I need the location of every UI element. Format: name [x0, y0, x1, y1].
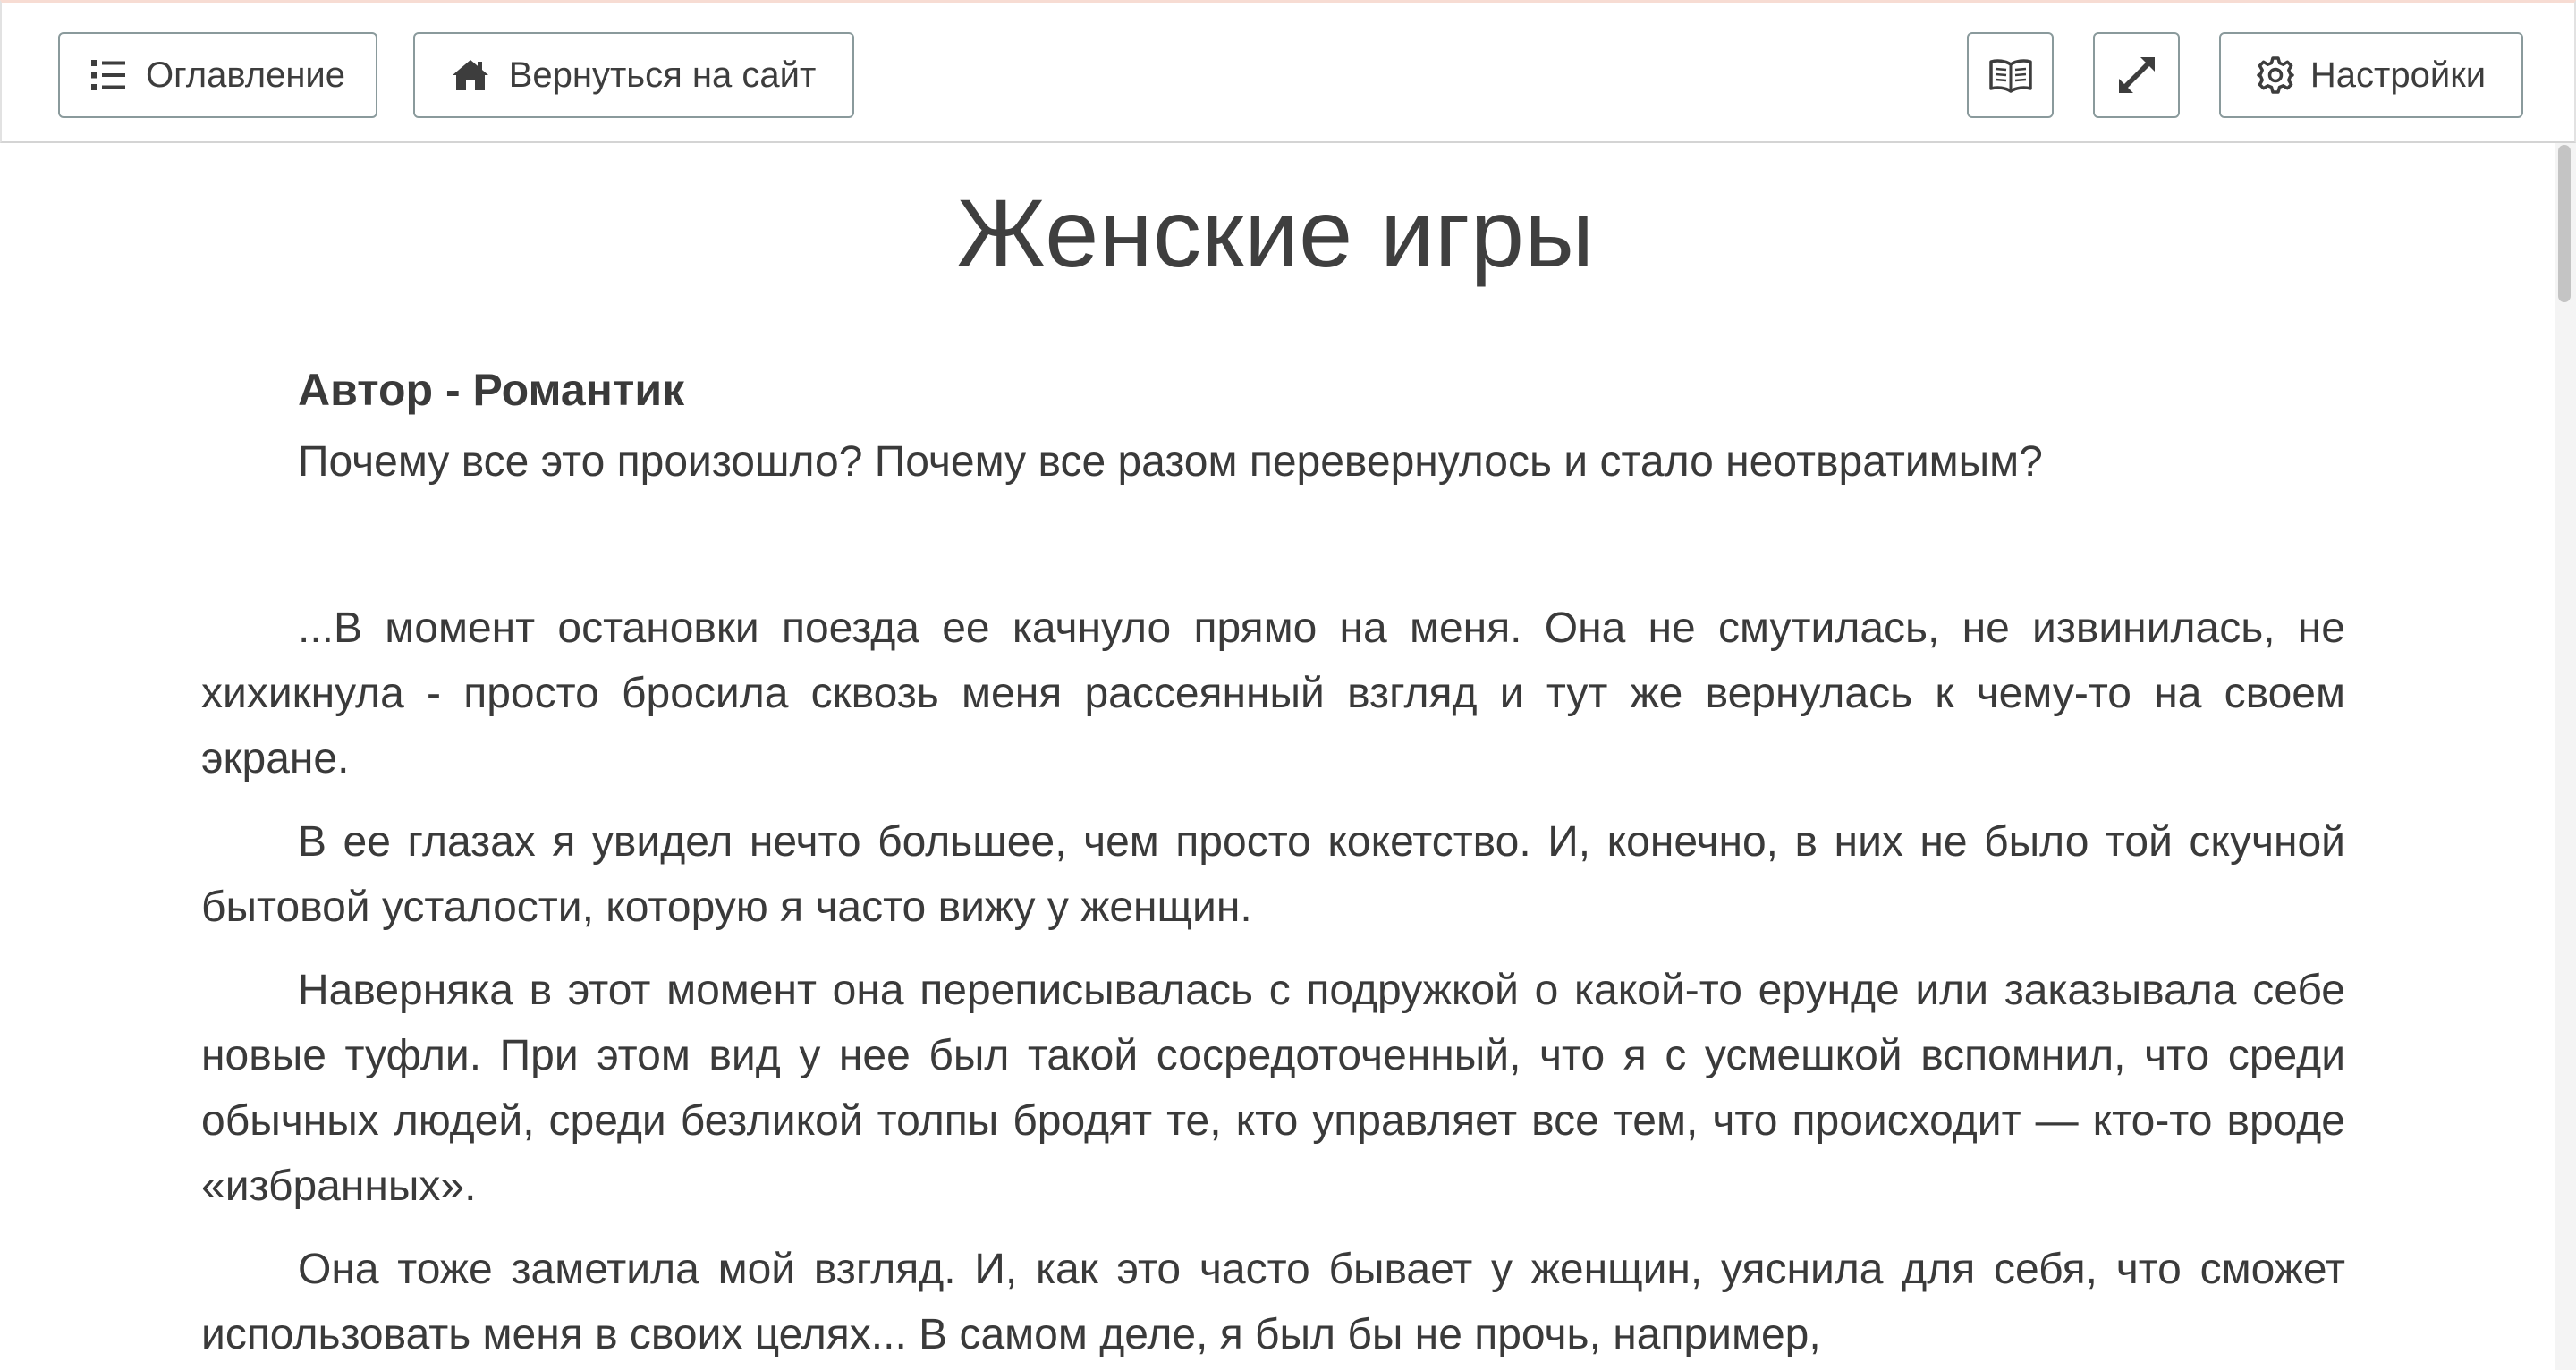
open-book-icon — [1988, 57, 2033, 93]
book-text — [201, 358, 2345, 1370]
table-of-contents-button[interactable] — [58, 32, 377, 118]
reader-toolbar — [0, 0, 2576, 143]
return-to-site-button[interactable] — [413, 32, 854, 118]
settings-label: Настройки — [2309, 55, 2487, 95]
reader-content — [0, 143, 2576, 1370]
list-icon — [90, 57, 126, 93]
vertical-scrollbar[interactable] — [2555, 143, 2576, 1370]
return-to-site-label: Вернуться на сайт — [508, 55, 817, 95]
paragraph: ...В момент остановки поезда ее качнуло прямо на меня. Она не смутилась, не извинилась, не хихикнула - просто бросила сквозь меня рассеянный взгляд и тут же вернулась к чему-то на своем экране. — [201, 605, 2345, 782]
expand-arrows-icon — [2117, 55, 2157, 95]
home-icon — [452, 58, 489, 92]
paragraph: Она тоже заметила мой взгляд. И, как это часто бывает у женщин, уяснила для себя, что сможет использовать меня в своих целях... В самом деле, я был бы не прочь, например, — [201, 1246, 2345, 1358]
paragraph: В ее глазах я увидел нечто большее, чем просто кокетство. И, конечно, в них не было той скучной бытовой усталости, которую я часто вижу у женщин. — [201, 818, 2345, 931]
scrollbar-thumb[interactable] — [2558, 145, 2571, 302]
paragraph-spacer — [201, 512, 2345, 596]
settings-button[interactable] — [2219, 32, 2523, 118]
book-title: Женские игры — [956, 179, 1595, 287]
book-author: Автор - Романтик — [298, 365, 685, 415]
table-of-contents-label: Оглавление — [145, 55, 345, 95]
reading-mode-button[interactable] — [1967, 32, 2054, 118]
gear-icon — [2257, 56, 2294, 94]
paragraph: Почему все это произошло? Почему все разом перевернулось и стало неотвратимым? — [298, 438, 2043, 486]
paragraph: Наверняка в этот момент она переписывалась с подружкой о какой-то ерунде или заказывала себе новые туфли. При этом вид у нее был такой сосредоточенный, что я с усмешкой вспомнил, что среди обычных людей, среди безликой толпы бродят те, кто управляет все тем, что происходит — кто-то вроде «избранных». — [201, 967, 2345, 1210]
fullscreen-button[interactable] — [2093, 32, 2180, 118]
